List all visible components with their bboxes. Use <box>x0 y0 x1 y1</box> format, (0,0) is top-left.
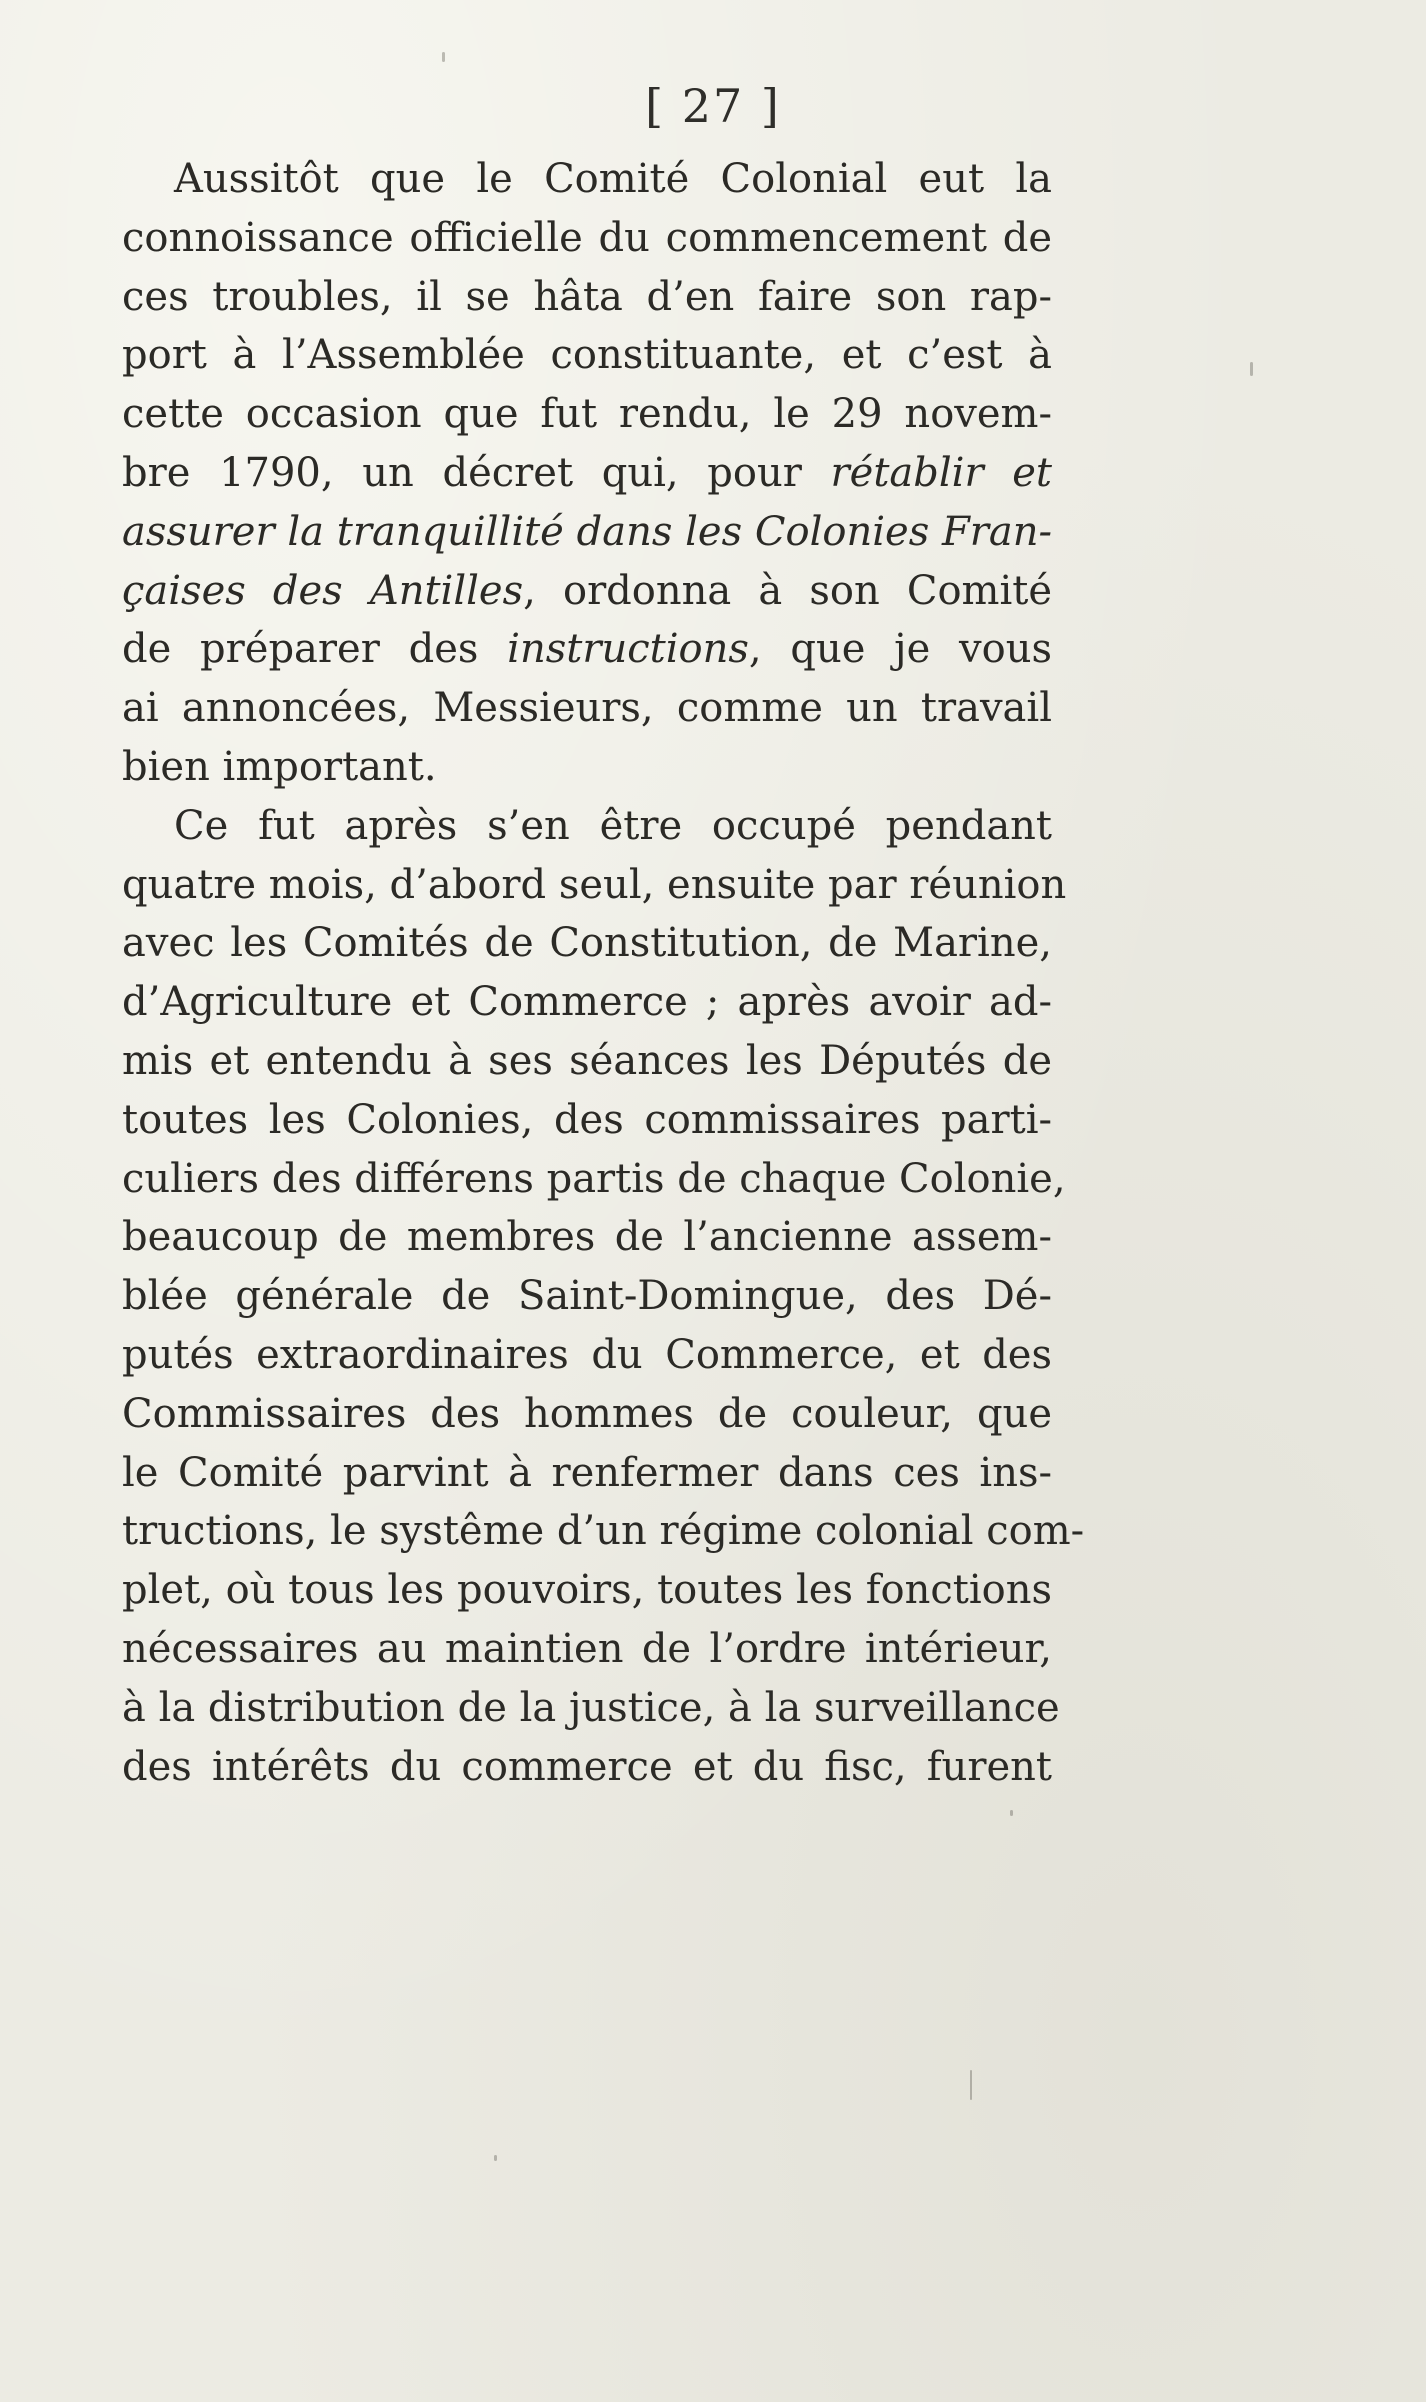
text-line: bien important. <box>122 743 437 790</box>
text-line: cette occasion que fut rendu, le 29 novem- <box>122 391 1052 438</box>
text-line: culiers des différens partis de chaque Colonie, <box>122 1155 1066 1202</box>
text-line: port à l’Assemblée constituante, et c’est à <box>122 332 1052 379</box>
text-line: Commissaires des hommes de couleur, que <box>122 1390 1052 1437</box>
text-line <box>122 503 1052 562</box>
italic-phrase: çaises des Antilles <box>122 567 524 614</box>
text-line: blée générale de Saint-Domingue, des Dé- <box>122 1273 1052 1320</box>
text-line: avec les Comités de Constitution, de Marine, <box>122 920 1052 967</box>
paper-speck <box>1250 362 1253 376</box>
page-number: [ 27 ] <box>645 79 781 133</box>
text-line: à la distribution de la justice, à la surveillance <box>122 1684 1060 1731</box>
text-line: ai annoncées, Messieurs, comme un travail <box>122 685 1052 732</box>
text-line: Aussitôt que le Comité Colonial eut la <box>174 156 1052 202</box>
text-line: connoissance officielle du commencement de <box>122 214 1052 261</box>
text-line: toutes les Colonies, des commissaires parti- <box>122 1096 1052 1143</box>
paper-speck <box>442 52 445 62</box>
text-line: putés extraordinaires du Commerce, et des <box>122 1331 1052 1378</box>
text-line: mis et entendu à ses séances les Députés de <box>122 1037 1052 1084</box>
text-line: Ce fut après s’en être occupé pendant <box>174 802 1052 849</box>
italic-phrase: assurer la tranquillité dans les Colonies Fran- <box>122 508 1052 555</box>
text-line: des intérêts du commerce et du fisc, furent <box>122 1743 1052 1790</box>
text-line: de préparer des instructions, que je vous <box>122 626 1052 673</box>
body-text <box>122 150 1085 1796</box>
paper-speck <box>1010 1810 1013 1816</box>
text-line: quatre mois, d’abord seul, ensuite par réunion <box>122 861 1067 908</box>
text-line: beaucoup de membres de l’ancienne assem- <box>122 1214 1052 1261</box>
italic-phrase: rétablir et <box>830 449 1052 496</box>
text-line: le Comité parvint à renfermer dans ces ins- <box>122 1449 1052 1496</box>
paper-speck <box>494 2155 497 2161</box>
text-line: bre 1790, un décret qui, pour rétablir et <box>122 449 1052 496</box>
text-line: ces troubles, il se hâta d’en faire son rap- <box>122 273 1052 320</box>
text-line: çaises des Antilles, ordonna à son Comité <box>122 567 1052 614</box>
text-line: plet, où tous les pouvoirs, toutes les fonctions <box>122 1567 1052 1614</box>
paper-speck <box>970 2070 972 2100</box>
text-line: d’Agriculture et Commerce ; après avoir ad- <box>122 979 1052 1026</box>
text-line: tructions, le systême d’un régime colonial com- <box>122 1508 1085 1555</box>
italic-phrase: instructions <box>507 626 749 673</box>
text-line: nécessaires au maintien de l’ordre intérieur, <box>122 1625 1052 1672</box>
